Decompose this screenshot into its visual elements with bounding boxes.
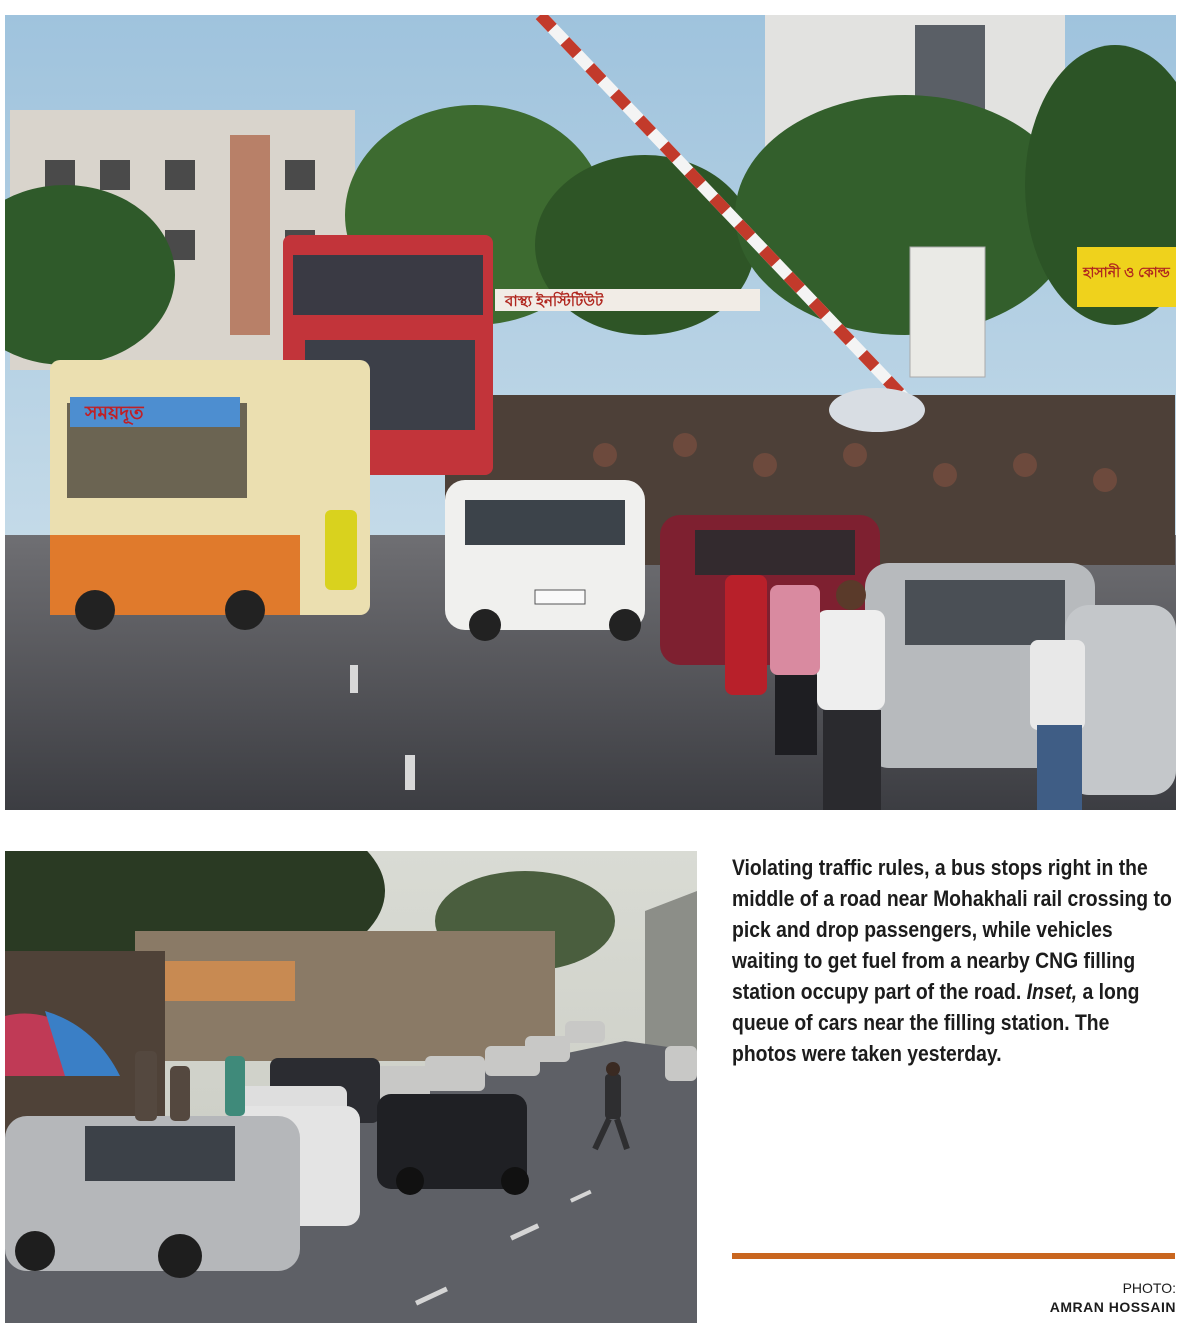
photographer-name: AMRAN HOSSAIN: [1049, 1299, 1176, 1315]
photo-credit-label: PHOTO:: [1122, 1280, 1176, 1296]
caption-lead: Violating traffic rules, a bus stops right in the middle of a road near Mohakhali rail crossing to pick and drop passengers, while vehicles waiting to get fuel from a nearby CNG filling station occupy part of the road.: [732, 855, 1172, 1004]
shop-sign-text: হাসানী ও কোল্ড: [1083, 264, 1170, 280]
bus-destination-sign: সময়দূত: [85, 403, 144, 424]
photo-caption: [732, 852, 1172, 1069]
main-photo-scene: [5, 15, 1176, 810]
caption-inset-label: Inset,: [1026, 979, 1078, 1004]
main-photo: [5, 15, 1176, 810]
accent-rule: [732, 1253, 1175, 1259]
photo-credit: [1050, 1279, 1176, 1317]
banner-text: বাস্থ্য ইনস্টিটিউট: [505, 293, 604, 310]
inset-photo-scene: [5, 851, 697, 1323]
inset-photo: [5, 851, 697, 1323]
caption-rest: a long queue of cars near the filling station. The photos were taken yesterday.: [732, 979, 1140, 1066]
